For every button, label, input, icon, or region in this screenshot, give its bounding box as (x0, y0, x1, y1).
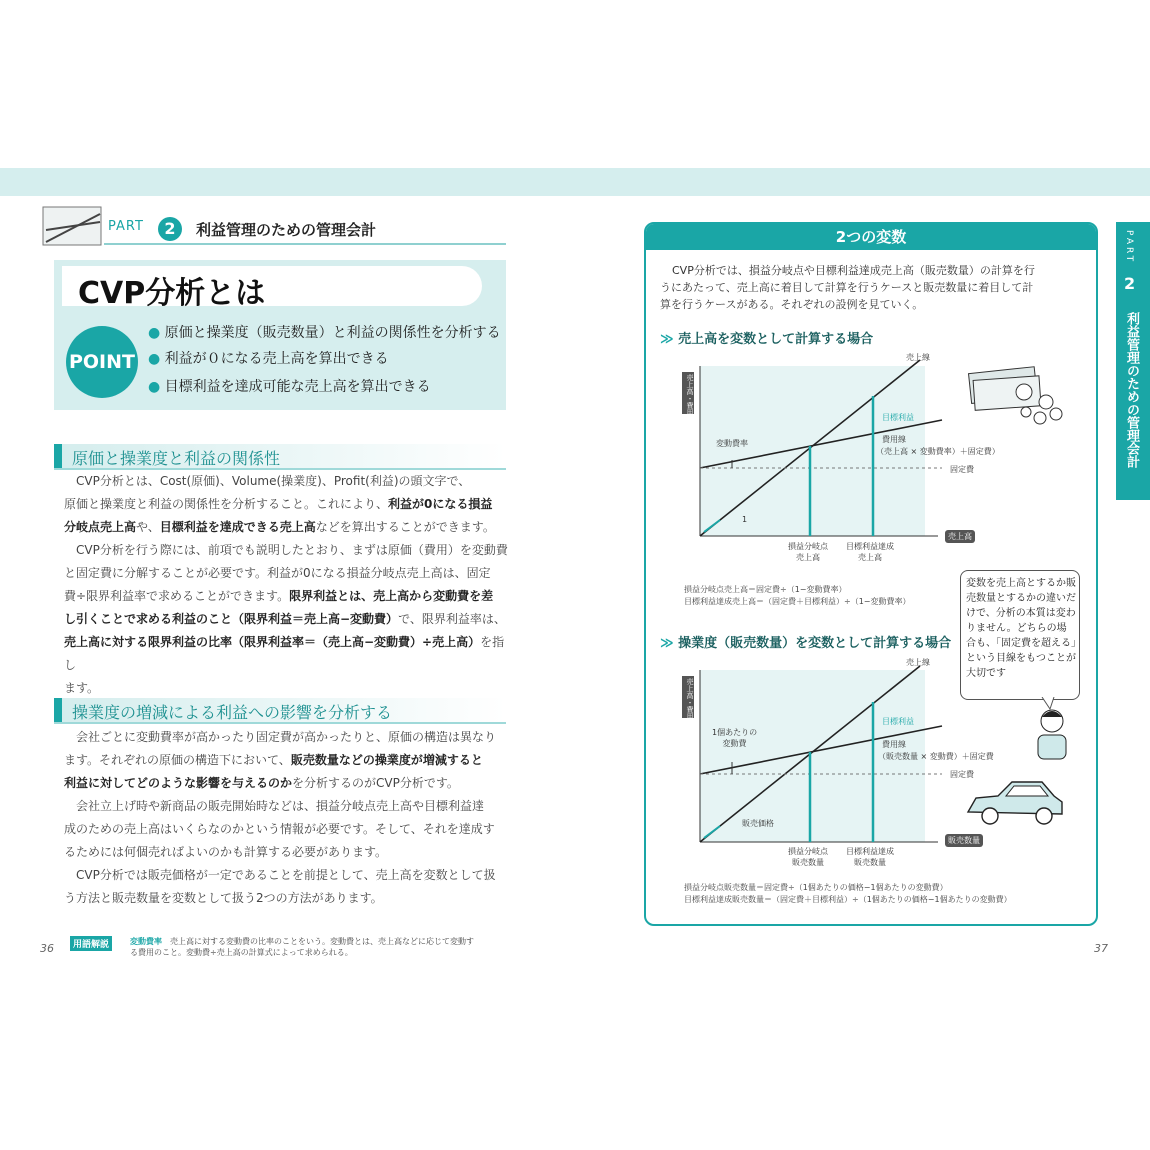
part-icon (42, 206, 102, 250)
g1-xaxis: 売上高 (945, 530, 975, 543)
section-heading-2: 操業度の増減による利益への影響を分析する (54, 698, 506, 724)
g2-fixed: 固定費 (950, 770, 974, 779)
g1-slope: 1 (742, 515, 748, 524)
g2-target: 目標利益達成 販売数量 (846, 847, 894, 867)
page-number-left: 36 (40, 942, 54, 955)
g1-target: 目標利益達成 売上高 (846, 542, 894, 562)
g1-bep: 損益分岐点 売上高 (788, 542, 828, 562)
money-icon (964, 366, 1068, 430)
g2-price: 販売価格 (742, 819, 774, 828)
side-part-number: 2 (1124, 274, 1136, 293)
point-badge: POINT (66, 326, 138, 398)
part-label: PART (108, 219, 144, 234)
car-icon (962, 772, 1066, 830)
g2-bep: 損益分岐点 販売数量 (788, 847, 828, 867)
speech-bubble-text: 変数を売上高とするか販売数量とするかの違いだけで、分析の本質は変わりません。どちらの場合も、「固定費を超える」という目線をもつことが大切です (966, 578, 1076, 679)
variables-box-title: 2つの変数 (646, 224, 1096, 250)
intro-text: CVP分析では、損益分岐点や目標利益達成売上高（販売数量）の計算を行 うにあたって、売上高に着目して計算を行うケースと販売数量に着目して計 算を行うケースがある。それぞれの設例を見ていく。 (660, 264, 1035, 311)
subheading-2: ≫ 操業度（販売数量）を変数として計算する場合 (660, 636, 952, 651)
g2-xaxis: 販売数量 (945, 834, 983, 847)
side-part-label: PART (1124, 230, 1134, 265)
g2-unit-var: 1個あたりの 変動費 (712, 728, 758, 748)
g1-cost-line: 費用線 (882, 435, 906, 444)
glossary-text: 変動費率 売上高に対する変動費の比率のことをいう。変動費とは、売上高などに応じて変動す る費用のこと。変動費÷売上高の計算式によって求められる。 (130, 937, 474, 957)
part-title: 利益管理のための管理会計 (196, 221, 377, 239)
formula-1: 損益分岐点売上高＝固定費÷（1−変動費率） 目標利益達成売上高＝（固定費＋目標利益）÷（1−変動費率） (684, 585, 911, 606)
section-1-body: CVP分析とは、Cost(原価)、Volume(操業度)、Profit(利益)の頭文字で、 原価と操業度と利益の関係性を分析すること。これにより、利益が0になる損益 分岐点売上高や、目標利益を達成できる売上高などを算出することができます。 CVP分析を行う際には、前項でも説明したとおり、まずは原価（費用）を変動費 と固定費に分解することが必要です。利益が0になる損益分岐点売上高は、固定 費÷限界利益率で求めることができます。限界利益とは、売上高から変動費を差 し引くことで求める利益のこと（限界利益＝売上高−変動費）で、限界利益率は、 売上高に対する限界利益の比率（限界利益率＝（売上高−変動費）÷売上高）を指し ます。 (64, 474, 508, 695)
side-part-title: 利益管理のための管理会計 (1124, 312, 1139, 468)
part-number: 2 (158, 217, 182, 241)
g2-yaxis: 売上高・費用 (686, 678, 694, 720)
page-title: CVP分析とは (78, 276, 266, 311)
top-band (0, 168, 1150, 196)
point-item-3: ● 目標利益を達成可能な売上高を算出できる (148, 379, 431, 395)
g2-target-profit: 目標利益 (882, 717, 914, 726)
g2-sales-line: 売上線 (906, 658, 930, 667)
part-underline (104, 243, 506, 245)
g1-sales-line: 売上線 (906, 353, 930, 362)
formula-2: 損益分岐点販売数量＝固定費÷（1個あたりの価格−1個あたりの変動費） 目標利益達成販売数量＝（固定費＋目標利益）÷（1個あたりの価格−1個あたりの変動費） (684, 883, 1012, 904)
g1-fixed: 固定費 (950, 465, 974, 474)
g1-target-profit: 目標利益 (882, 413, 914, 422)
section-heading-1: 原価と操業度と利益の関係性 (54, 444, 506, 470)
subheading-1: ≫ 売上高を変数として計算する場合 (660, 332, 874, 347)
g1-var-rate: 変動費率 (716, 439, 748, 448)
section-2-body: 会社ごとに変動費率が高かったり固定費が高かったりと、原価の構造は異なり ます。それぞれの原価の構造下において、販売数量などの操業度が増減すると 利益に対してどのような影響を与えるのかを分析するのがCVP分析です。 会社立上げ時や新商品の販売開始時などは、損益分岐点売上高や目標利益達 成のための売上高はいくらなのかという情報が必要です。そして、それを達成す るためには何個売ればよいのかも計算する必要があります。 CVP分析では販売価格が一定であることを前提として、売上高を変数として扱 う方法と販売数量を変数として扱う2つの方法があります。 (64, 730, 497, 905)
g1-cost-formula: （売上高 × 変動費率）＋固定費） (876, 447, 1000, 456)
page-number-right: 37 (1094, 942, 1108, 955)
glossary-label: 用語解説 (70, 936, 112, 951)
point-item-2: ● 利益が０になる売上高を算出できる (148, 351, 389, 367)
g2-cost-formula: （販売数量 × 変動費）＋固定費 (878, 752, 994, 761)
g2-cost-line: 費用線 (882, 740, 906, 749)
person-icon (1030, 697, 1070, 763)
point-item-1: ● 原価と操業度（販売数量）と利益の関係性を分析する (148, 325, 501, 341)
g1-yaxis: 売上高・費用 (686, 374, 694, 416)
